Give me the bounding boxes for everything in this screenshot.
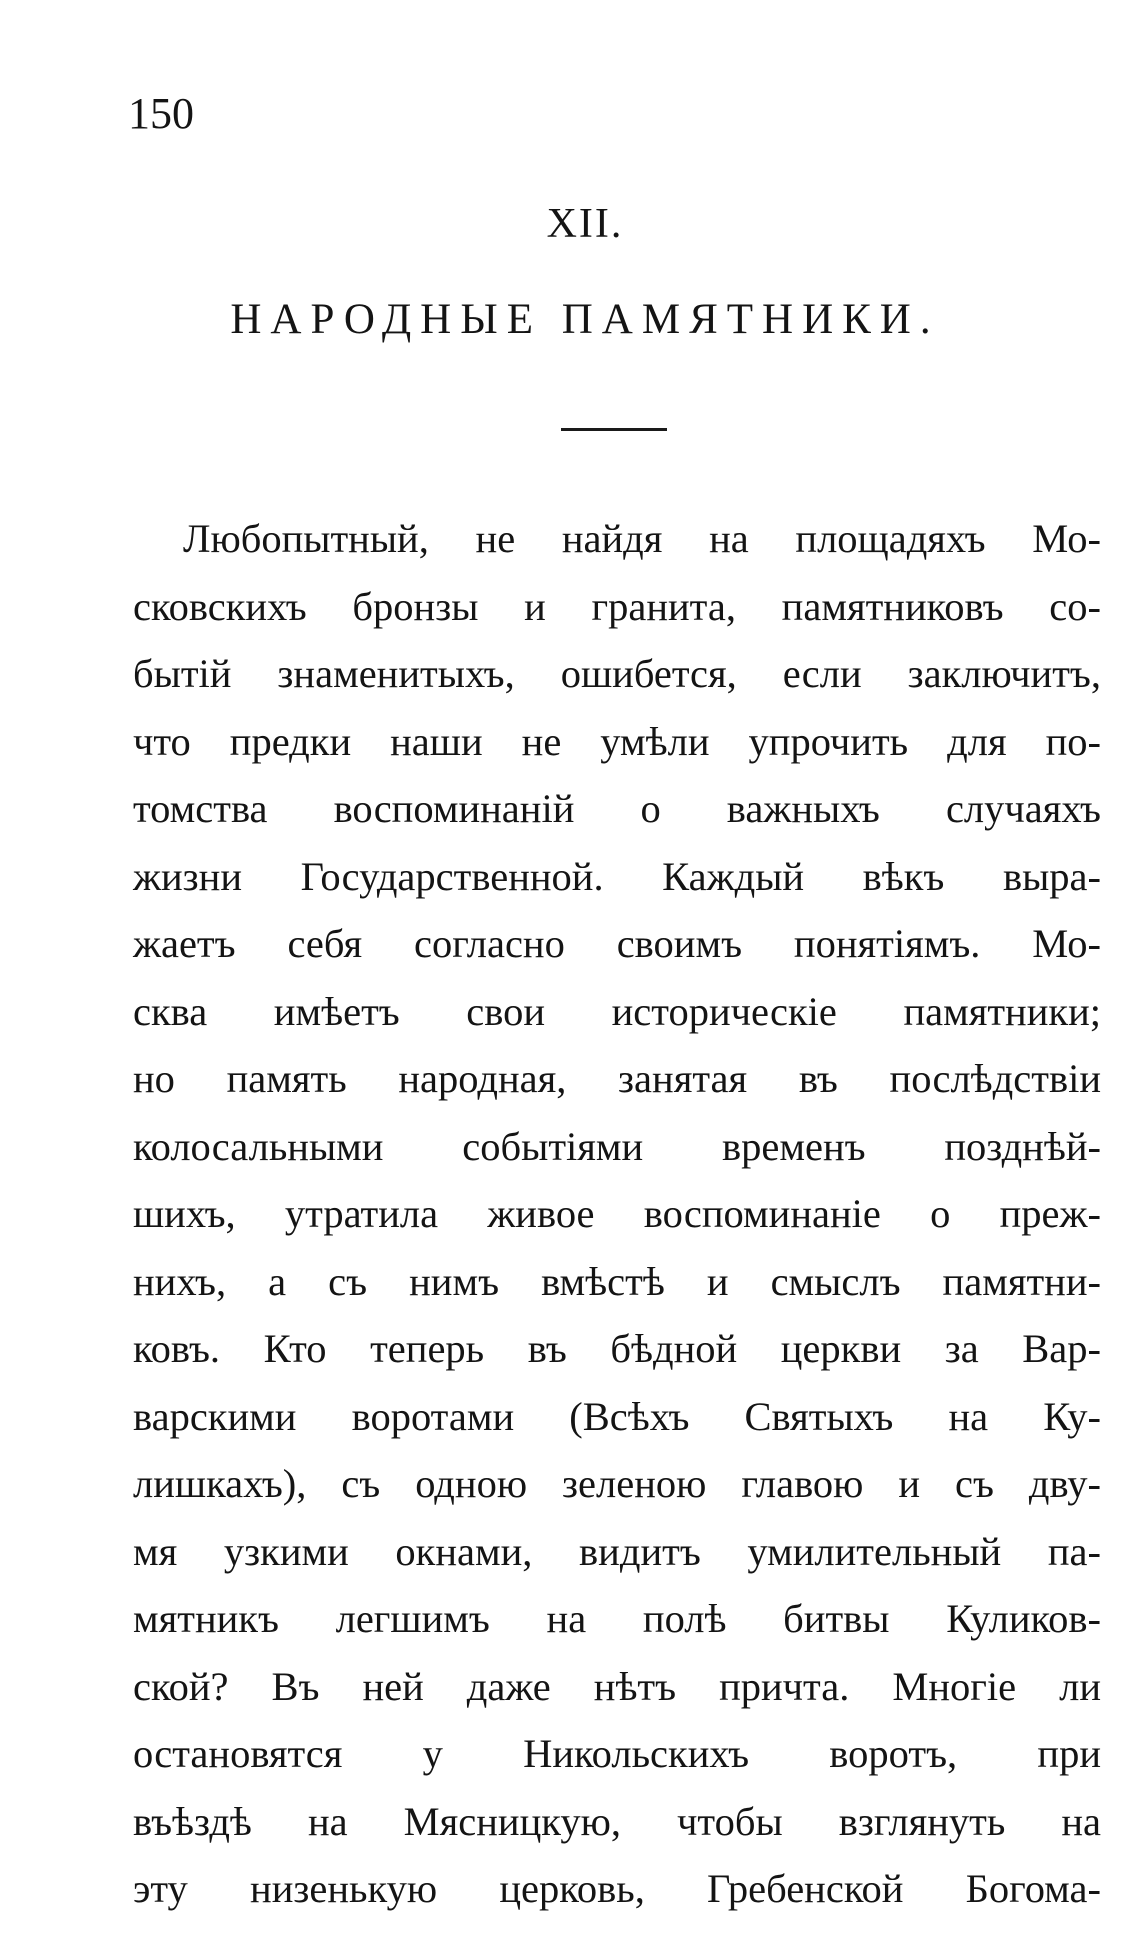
text-line: что предки наши не умѣли упрочить для по- bbox=[133, 718, 1101, 764]
chapter-title: НАРОДНЫЕ ПАМЯТНИКИ. bbox=[230, 296, 940, 343]
text-line: нихъ, а съ нимъ вмѣстѣ и смыслъ памятни- bbox=[133, 1258, 1101, 1304]
body-paragraph bbox=[133, 505, 1101, 1923]
text-line: ковъ. Кто теперь въ бѣдной церкви за Вар- bbox=[133, 1326, 1101, 1371]
text-line: мя узкими окнами, видитъ умилительный па- bbox=[133, 1528, 1101, 1574]
text-line: варскими воротами (Всѣхъ Святыхъ на Ку- bbox=[133, 1393, 1101, 1439]
text-line: бытій знаменитыхъ, ошибется, если заключитъ, bbox=[133, 651, 1101, 696]
text-line: мятникъ легшимъ на полѣ битвы Куликов- bbox=[133, 1596, 1101, 1641]
text-line: жизни Государственной. Каждый вѣкъ выра- bbox=[133, 853, 1101, 899]
text-line: ской? Въ ней даже нѣтъ причта. Многіе ли bbox=[133, 1663, 1101, 1709]
chapter-number: XII. bbox=[546, 201, 624, 247]
text-line: остановятся у Никольскихъ воротъ, при bbox=[133, 1731, 1101, 1776]
text-line: въѣздѣ на Мясницкую, чтобы взглянуть на bbox=[133, 1798, 1101, 1844]
text-line: шихъ, утратила живое воспоминаніе о преж- bbox=[133, 1191, 1101, 1236]
text-line: сковскихъ бронзы и гранита, памятниковъ со- bbox=[133, 583, 1101, 629]
title-divider bbox=[561, 428, 667, 431]
text-line: томства воспоминаній о важныхъ случаяхъ bbox=[133, 786, 1101, 831]
page-number: 150 bbox=[128, 89, 194, 138]
text-line: колосальными событіями временъ позднѣй- bbox=[133, 1123, 1101, 1169]
text-line: Любопытный, не найдя на площадяхъ Мо- bbox=[183, 516, 1101, 561]
text-line: лишкахъ), съ одною зеленою главою и съ дву- bbox=[133, 1461, 1101, 1506]
text-line: сква имѣетъ свои историческіе памятники; bbox=[133, 988, 1101, 1034]
text-line: но память народная, занятая въ послѣдствіи bbox=[133, 1056, 1101, 1101]
text-line: эту низенькую церковь, Гребенской Богома- bbox=[133, 1866, 1101, 1911]
text-line: жаетъ себя согласно своимъ понятіямъ. Мо- bbox=[133, 921, 1101, 966]
